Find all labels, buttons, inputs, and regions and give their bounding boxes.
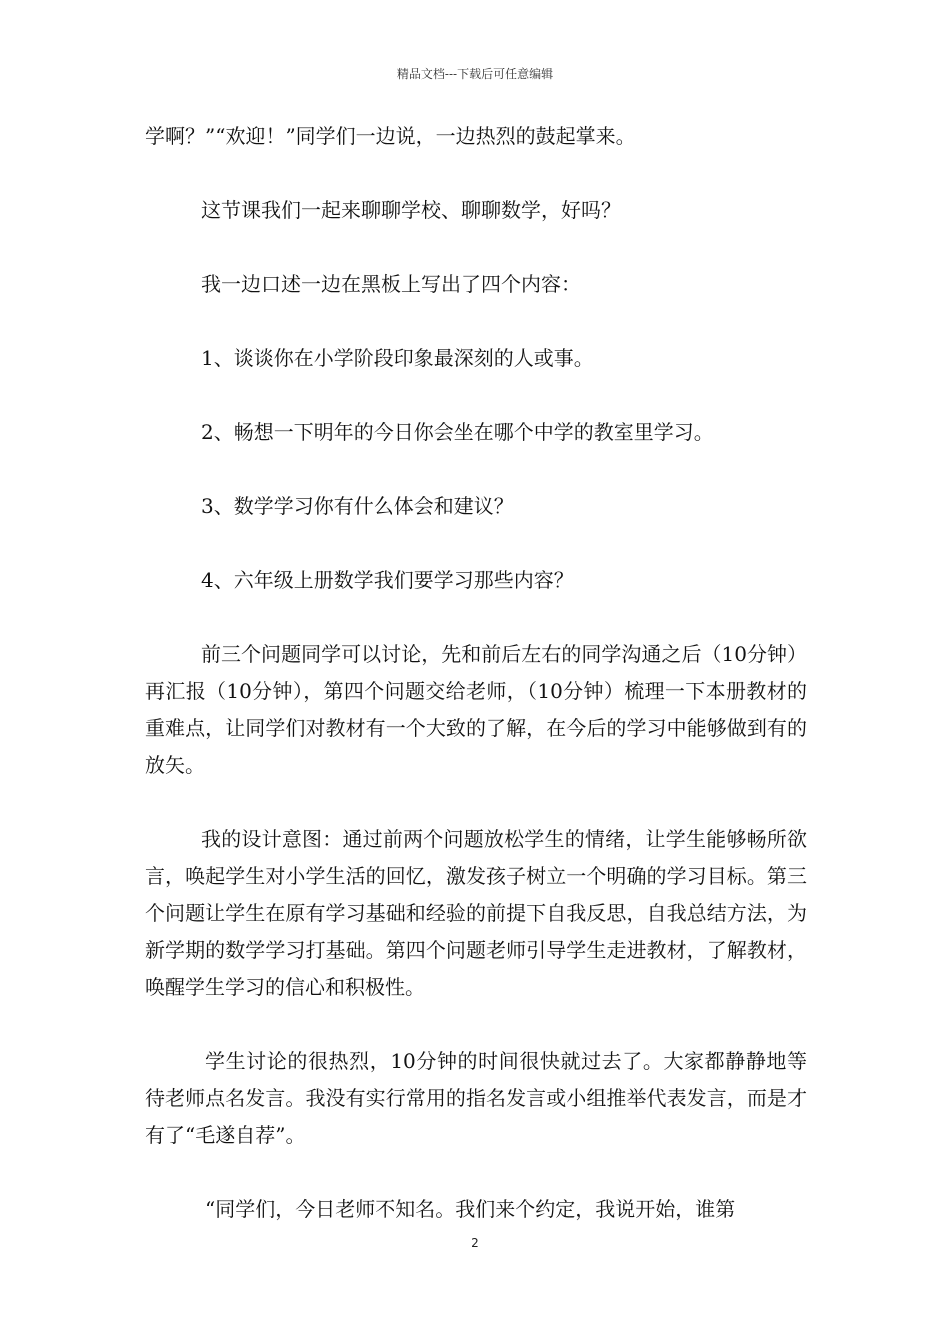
list-item-1: 1、谈谈你在小学阶段印象最深刻的人或事。 [201, 346, 594, 370]
list-item-3: 3、数学学习你有什么体会和建议？ [201, 494, 514, 518]
paragraph-continuation: 学啊？”“欢迎！”同学们一边说，一边热烈的鼓起掌来。 [145, 124, 636, 148]
paragraph-design-intent: 我的设计意图：通过前两个问题放松学生的情绪，让学生能够畅所欲言，唤起学生对小学生活的回忆，激发孩子树立一个明确的学习目标。第三个问题让学生在原有学习基础和经验的前提下自我反思，自我总结方法，为新学期的数学学习打基础。第四个问题老师引导学生走进教材，了解教材，唤醒学生学习的信心和积极性。 [145, 827, 807, 999]
paragraph-blackboard: 我一边口述一边在黑板上写出了四个内容： [201, 272, 581, 296]
list-item-2: 2、畅想一下明年的今日你会坐在哪个中学的教室里学习。 [201, 420, 714, 444]
page-header: 精品文档---下载后可任意编辑 [396, 67, 554, 81]
document-body [145, 118, 807, 1228]
page-number: 2 [471, 1236, 479, 1250]
paragraph-discussion-result: 学生讨论的很热烈，10分钟的时间很快就过去了。大家都静静地等待老师点名发言。我没有实行常用的指名发言或小组推举代表发言，而是才有了“毛遂自荐”。 [145, 1049, 807, 1147]
paragraph-intro: 这节课我们一起来聊聊学校、聊聊数学，好吗？ [201, 198, 621, 222]
paragraph-discussion-plan: 前三个问题同学可以讨论，先和前后左右的同学沟通之后（10分钟）再汇报（10分钟），第四个问题交给老师，（10分钟）梳理一下本册教材的重难点，让同学们对教材有一个大致的了解，在今后的学习中能够做到有的放矢。 [145, 642, 807, 777]
paragraph-quote: “同学们，今日老师不知名。我们来个约定，我说开始，谁第 [205, 1197, 736, 1221]
list-item-4: 4、六年级上册数学我们要学习那些内容？ [201, 568, 574, 592]
